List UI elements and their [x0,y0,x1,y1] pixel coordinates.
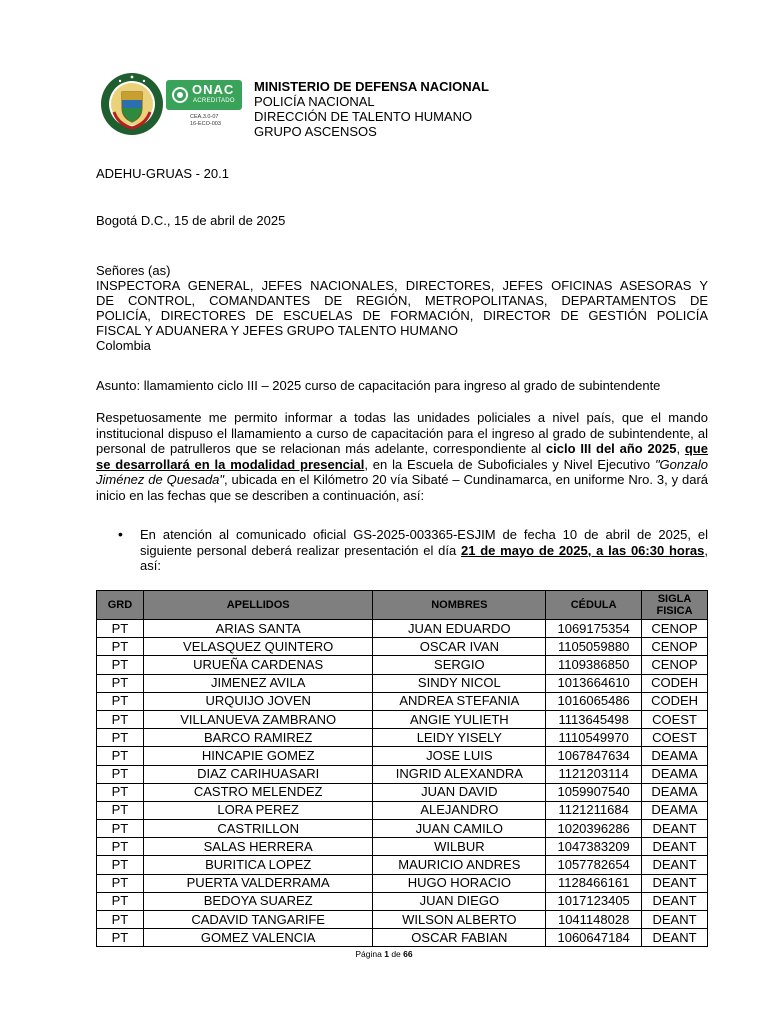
cell-nombres: JUAN DAVID [373,783,546,801]
cell-nombres: JOSE LUIS [373,747,546,765]
cell-grd: PT [97,656,144,674]
recipient-salutation: Señores (as) [96,263,171,278]
cell-apellidos: CADAVID TANGARIFE [143,911,373,929]
subject-line: Asunto: llamamiento ciclo III – 2025 curso de capacitación para ingreso al grado de subintendente [96,378,661,393]
cell-apellidos: CASTRO MELENDEZ [143,783,373,801]
cell-apellidos: PUERTA VALDERRAMA [143,874,373,892]
cell-cedula: 1059907540 [546,783,642,801]
header-cedula: CÉDULA [546,591,642,620]
cell-nombres: INGRID ALEXANDRA [373,765,546,783]
page-footer [0,949,768,959]
cell-grd: PT [97,874,144,892]
cell-nombres: JUAN CAMILO [373,820,546,838]
cell-grd: PT [97,892,144,910]
cell-nombres: ANDREA STEFANIA [373,692,546,710]
cell-sigla: DEAMA [642,783,708,801]
cell-apellidos: URUEÑA CARDENAS [143,656,373,674]
total-pages: 66 [403,949,413,959]
cell-grd: PT [97,911,144,929]
table-header-row [97,591,708,620]
cell-sigla: CODEH [642,674,708,692]
header-nombres: NOMBRES [373,591,546,620]
cell-nombres: WILSON ALBERTO [373,911,546,929]
table-row [97,765,708,783]
cell-apellidos: LORA PEREZ [143,801,373,819]
onac-name: ONAC [192,82,235,97]
cell-sigla: CODEH [642,692,708,710]
recipient-list-line: INSPECTORA GENERAL, JEFES NACIONALES, DIRECTORES, JEFES OFICINAS ASESORAS Y [96,278,708,293]
cell-grd: PT [97,765,144,783]
cell-grd: PT [97,710,144,728]
school-name: "Gonzalo Jiménez de Quesada" [96,456,708,488]
cell-sigla: CENOP [642,638,708,656]
cell-nombres: OSCAR IVAN [373,638,546,656]
footer-middle: de [388,949,404,959]
cell-cedula: 1041148028 [546,911,642,929]
cell-nombres: OSCAR FABIAN [373,929,546,947]
cell-sigla: DEANT [642,874,708,892]
table-body [97,620,708,947]
recipient-list-line: FISCAL Y ADUANERA Y JEFES GRUPO TALENTO HUMANO [96,323,458,338]
police-name: POLICÍA NACIONAL [254,94,375,109]
cell-sigla: DEAMA [642,747,708,765]
cell-sigla: DEANT [642,856,708,874]
cell-grd: PT [97,801,144,819]
table-row [97,710,708,728]
cell-sigla: DEANT [642,892,708,910]
cell-cedula: 1110549970 [546,729,642,747]
table-row [97,620,708,638]
cell-nombres: MAURICIO ANDRES [373,856,546,874]
body-text: , ubicada en el Kilómetro 20 vía Sibaté – Cundinamarca, en uniforme Nro. 3, [224,472,672,488]
cell-grd: PT [97,692,144,710]
cell-grd: PT [97,620,144,638]
table-row [97,892,708,910]
cell-apellidos: GOMEZ VALENCIA [143,929,373,947]
cell-cedula: 1060647184 [546,929,642,947]
table-row [97,838,708,856]
cell-cedula: 1020396286 [546,820,642,838]
cell-apellidos: VELASQUEZ QUINTERO [143,638,373,656]
cell-apellidos: CASTRILLON [143,820,373,838]
cell-cedula: 1013664610 [546,674,642,692]
cell-grd: PT [97,783,144,801]
current-page: 1 [384,949,389,959]
onac-code-line2: 16-ECO-003 [190,121,221,127]
bullet-text: En atención al comunicado oficial GS-2025-003365-ESJIM de fecha 10 de abril de 2025, el siguiente personal deberá realizar presentación el día [140,527,708,558]
cell-cedula: 1069175354 [546,620,642,638]
body-text: Respetuosamente me permito informar a todas las unidades policiales a nivel país, que el mando institucional dispuso el llamamiento a curso de capacitación para el ingreso al grado de subintendente, al personal de patrulleros que se relacionan más adelante, correspondiente al [96,410,708,457]
cell-cedula: 1121211684 [546,801,642,819]
body-text: y dará inicio en las fechas que se describen a continuación, así: [96,472,709,503]
onac-certificate-code [190,114,221,128]
cell-sigla: DEAMA [642,765,708,783]
cell-apellidos: SALAS HERRERA [143,838,373,856]
institution-header [254,79,489,139]
body-text: , en la Escuela de Suboficiales y Nivel Ejecutivo [364,456,655,472]
cell-nombres: ANGIE YULIETH [373,710,546,728]
footer-prefix: Página [355,949,385,959]
table-row [97,929,708,947]
cell-sigla: CENOP [642,620,708,638]
cell-nombres: ALEJANDRO [373,801,546,819]
cell-cedula: 1109386850 [546,656,642,674]
cell-apellidos: HINCAPIE GOMEZ [143,747,373,765]
cell-grd: PT [97,729,144,747]
table-row [97,692,708,710]
body-text: , [676,441,685,457]
cell-sigla: DEANT [642,838,708,856]
cell-sigla: CENOP [642,656,708,674]
place-date: Bogotá D.C., 15 de abril de 2025 [96,213,286,228]
personnel-table [96,590,708,947]
cell-cedula: 1017123405 [546,892,642,910]
cell-apellidos: DIAZ CARIHUASARI [143,765,373,783]
recipient-list-line: DE CONTROL, COMANDANTES DE REGIÓN, METROPOLITANAS, DEPARTAMENTOS DE [96,293,708,308]
cell-cedula: 1128466161 [546,874,642,892]
cell-grd: PT [97,838,144,856]
cell-cedula: 1121203114 [546,765,642,783]
cell-sigla: DEANT [642,929,708,947]
onac-code-line1: CEA.3.0-07 [190,114,219,120]
body-paragraph [96,410,708,504]
cell-grd: PT [97,747,144,765]
table-row [97,783,708,801]
direction-name: DIRECCIÓN DE TALENTO HUMANO [254,109,473,124]
presentation-date: 21 de mayo de 2025, a las 06:30 horas [461,542,705,558]
cell-apellidos: BARCO RAMIREZ [143,729,373,747]
document-reference: ADEHU-GRUAS - 20.1 [96,166,229,181]
header-grd: GRD [97,591,144,620]
police-seal-icon [100,72,164,136]
cell-grd: PT [97,638,144,656]
onac-subtitle: ACREDITADO [193,98,235,104]
table-row [97,729,708,747]
table-row [97,820,708,838]
onac-accreditation-logo [166,80,242,110]
letterhead [100,68,500,140]
group-name: GRUPO ASCENSOS [254,124,377,139]
cell-sigla: DEANT [642,820,708,838]
recipient-country: Colombia [96,338,151,353]
body-text-bold: ciclo III del año 2025 [545,441,677,457]
recipient-block [96,263,708,353]
cell-nombres: SINDY NICOL [373,674,546,692]
body-text-emphasis: que se desarrollará en la modalidad presencial [96,441,708,472]
cell-cedula: 1105059880 [546,638,642,656]
cell-cedula: 1016065486 [546,692,642,710]
cell-grd: PT [97,674,144,692]
cell-cedula: 1067847634 [546,747,642,765]
ministry-name: MINISTERIO DE DEFENSA NACIONAL [254,79,489,94]
table-row [97,874,708,892]
bullet-block [118,527,708,574]
table-row [97,801,708,819]
bullet-text: , así: [140,542,708,574]
recipient-list-line: POLICÍA, DIRECTORES DE ESCUELAS DE FORMACIÓN, DIRECTOR DE GESTIÓN POLICÍA [96,308,708,323]
cell-apellidos: BURITICA LOPEZ [143,856,373,874]
cell-grd: PT [97,929,144,947]
table-row [97,656,708,674]
cell-cedula: 1057782654 [546,856,642,874]
cell-apellidos: JIMENEZ AVILA [143,674,373,692]
cell-grd: PT [97,856,144,874]
cell-nombres: HUGO HORACIO [373,874,546,892]
table-row [97,747,708,765]
cell-sigla: DEAMA [642,801,708,819]
table-row [97,856,708,874]
cell-apellidos: VILLANUEVA ZAMBRANO [143,710,373,728]
cell-nombres: JUAN DIEGO [373,892,546,910]
table-row [97,674,708,692]
cell-nombres: SERGIO [373,656,546,674]
cell-sigla: COEST [642,729,708,747]
header-sigla: SIGLA FISICA [642,591,708,620]
cell-cedula: 1047383209 [546,838,642,856]
bullet-item [118,527,708,574]
cell-cedula: 1113645498 [546,710,642,728]
onac-logo-icon [172,87,188,103]
cell-nombres: WILBUR [373,838,546,856]
cell-apellidos: URQUIJO JOVEN [143,692,373,710]
table-row [97,911,708,929]
header-apellidos: APELLIDOS [143,591,373,620]
cell-sigla: DEANT [642,911,708,929]
cell-grd: PT [97,820,144,838]
cell-apellidos: ARIAS SANTA [143,620,373,638]
table-row [97,638,708,656]
cell-nombres: JUAN EDUARDO [373,620,546,638]
cell-nombres: LEIDY YISELY [373,729,546,747]
cell-sigla: COEST [642,710,708,728]
cell-apellidos: BEDOYA SUAREZ [143,892,373,910]
